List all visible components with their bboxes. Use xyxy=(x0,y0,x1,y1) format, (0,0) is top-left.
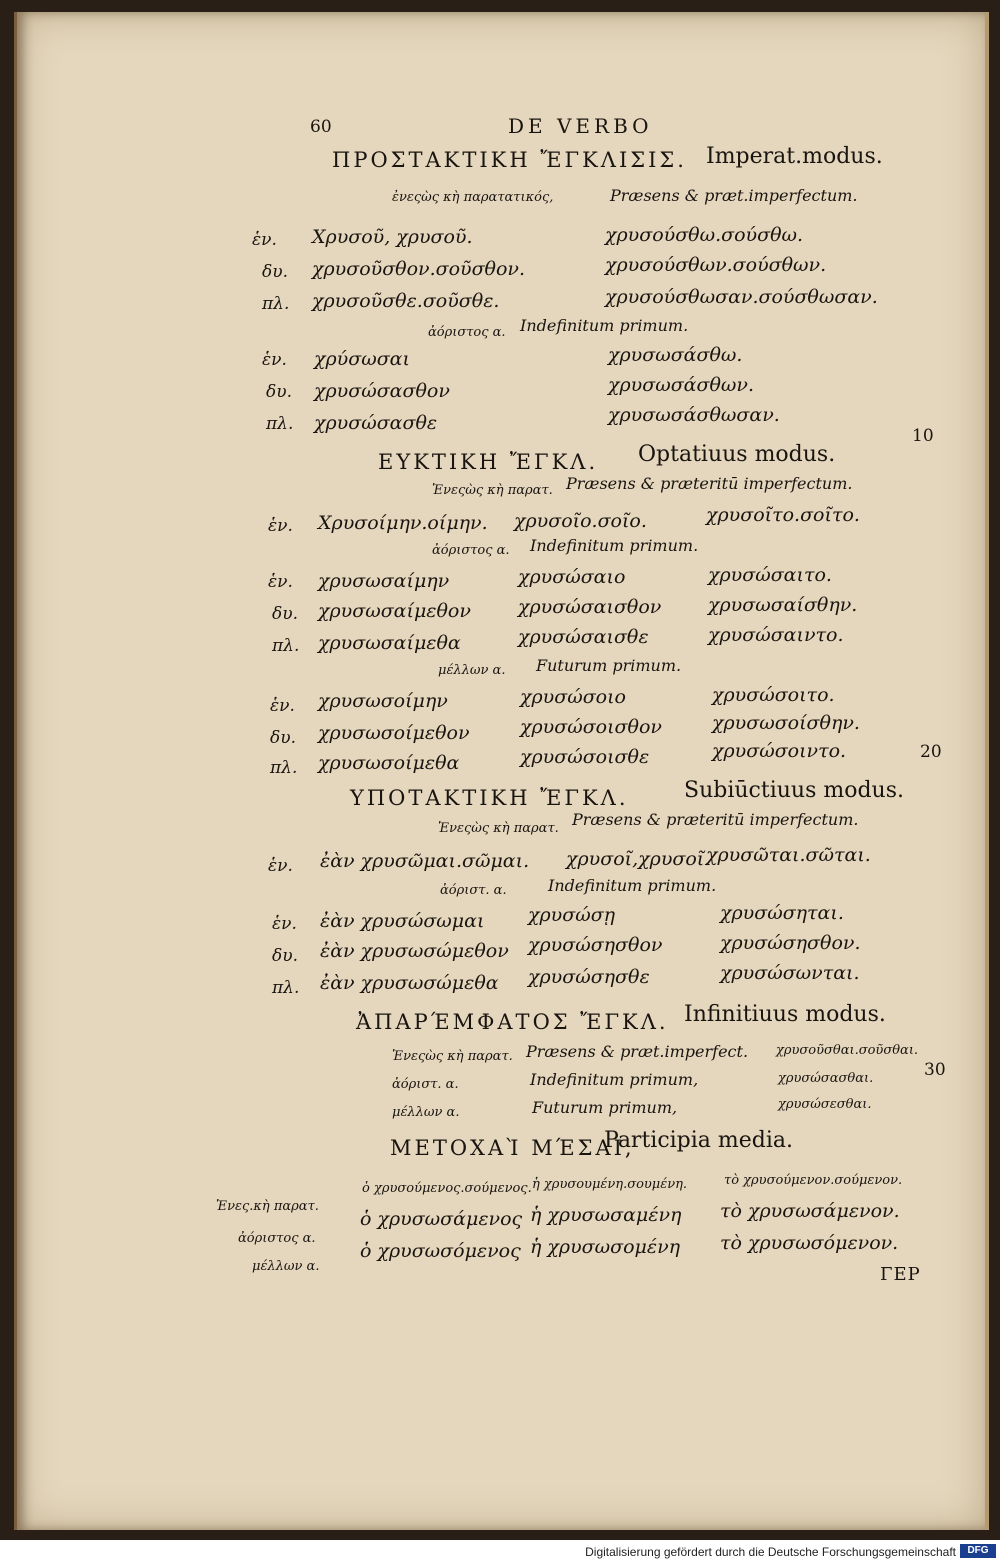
infinitive-title-latin: Infinitiuus modus. xyxy=(684,1002,886,1027)
opt3-r3-a: χρυσωσοίμεθα xyxy=(318,752,460,774)
subjunctive-title-latin: Subiūctiuus modus. xyxy=(684,778,904,803)
subjunctive-tense2-greek: ἀόριστ. α. xyxy=(440,883,507,898)
inf-r2-form: χρυσώσασθαι. xyxy=(778,1071,874,1086)
opt3-r2-num: δυ. xyxy=(270,728,296,748)
opt2-r2-a: χρυσωσαίμεθον xyxy=(318,600,471,622)
subjunctive-tense2-latin: Indefinitum primum. xyxy=(548,876,717,895)
imp2-r1-a: χρύσωσαι xyxy=(314,348,410,370)
imperative-tense2-latin: Indefinitum primum. xyxy=(520,316,689,335)
sub2-r2-b: χρυσώσησθον xyxy=(528,934,663,956)
part-r1-a: ὁ χρυσούμενος.σούμενος. xyxy=(362,1181,532,1196)
part-r2-c: τὸ χρυσωσάμενον. xyxy=(720,1200,900,1222)
inf-r2-latin: Indefinitum primum, xyxy=(530,1070,699,1089)
opt2-r2-c: χρυσωσαίσθην. xyxy=(708,594,858,616)
imperative-tense2-greek: ἀόριστος α. xyxy=(428,325,506,340)
part-r3-b: ἡ χρυσωσομένη xyxy=(530,1236,681,1258)
imp-r1-num: ἑν. xyxy=(252,230,277,250)
sub2-r3-a: ἐὰν χρυσωσώμεθα xyxy=(320,972,499,994)
imp-r1-b: χρυσούσθω.σούσθω. xyxy=(605,224,804,246)
sub-r1-a: ἐὰν χρυσῶμαι.σῶμαι. xyxy=(320,850,530,872)
book-page xyxy=(14,12,989,1530)
opt-r1-b: χρυσοῖο.σοῖο. xyxy=(514,510,647,532)
inf-r3-greek: μέλλων α. xyxy=(392,1105,460,1120)
imp2-r3-a: χρυσώσασθε xyxy=(314,412,438,434)
opt2-r2-b: χρυσώσαισθον xyxy=(518,596,662,618)
optative-tense1-greek: Ἐνεςὼς κὴ παρατ. xyxy=(432,483,553,498)
imp-r3-b: χρυσούσθωσαν.σούσθωσαν. xyxy=(605,286,878,308)
part-r1-c: τὸ χρυσούμενον.σούμενον. xyxy=(724,1173,903,1188)
inf-r3-latin: Futurum primum, xyxy=(532,1098,678,1117)
imp-r1-a: Χρυσοῦ, χρυσοῦ. xyxy=(312,226,473,248)
sub-r1-num: ἑν. xyxy=(268,856,293,876)
sub2-r2-a: ἐὰν χρυσωσώμεθον xyxy=(320,940,509,962)
margin-number-20: 20 xyxy=(920,742,942,762)
participles-title-latin: Participia media. xyxy=(604,1128,794,1153)
opt3-r1-num: ἑν. xyxy=(270,696,295,716)
imp-r2-a: χρυσοῦσθον.σοῦσθον. xyxy=(312,258,526,280)
inf-r3-form: χρυσώσεσθαι. xyxy=(778,1097,872,1112)
imp-r3-a: χρυσοῦσθε.σοῦσθε. xyxy=(312,290,500,312)
imp2-r2-b: χρυσωσάσθων. xyxy=(608,374,754,396)
opt2-r1-num: ἑν. xyxy=(268,572,293,592)
sub2-r2-num: δυ. xyxy=(272,946,298,966)
imperative-title-latin: Imperat.modus. xyxy=(706,144,883,169)
part-r2-a: ὁ χρυσωσάμενος xyxy=(360,1208,523,1230)
part-r2-label: ἀόριστος α. xyxy=(238,1231,316,1246)
sub2-r1-a: ἐὰν χρυσώσωμαι xyxy=(320,910,485,932)
opt3-r2-b: χρυσώσοισθον xyxy=(520,716,662,738)
subjunctive-tense1-latin: Præsens & præteritū imperfectum. xyxy=(572,810,859,829)
opt3-r1-c: χρυσώσοιτο. xyxy=(712,684,835,706)
opt3-r3-c: χρυσώσοιντο. xyxy=(712,740,847,762)
sub2-r3-c: χρυσώσωνται. xyxy=(720,962,860,984)
opt3-r3-num: πλ. xyxy=(270,758,298,778)
sub2-r3-b: χρυσώσησθε xyxy=(528,966,650,988)
opt3-r2-c: χρυσωσοίσθην. xyxy=(712,712,860,734)
participles-title-greek: ΜΕΤΟΧΑῚ ΜΈΣΑΙ, xyxy=(390,1136,635,1160)
opt2-r3-b: χρυσώσαισθε xyxy=(518,626,649,648)
opt3-r1-a: χρυσωσοίμην xyxy=(318,690,448,712)
sub2-r1-c: χρυσώσηται. xyxy=(720,902,844,924)
inf-r1-latin: Præsens & præt.imperfect. xyxy=(526,1042,749,1061)
margin-number-30: 30 xyxy=(924,1060,946,1080)
imp-r2-b: χρυσούσθων.σούσθων. xyxy=(605,254,827,276)
imp2-r3-b: χρυσωσάσθωσαν. xyxy=(608,404,780,426)
inf-r1-greek: Ἐνεςὼς κὴ παρατ. xyxy=(392,1049,513,1064)
page-number: 60 xyxy=(310,117,332,137)
sub2-r2-c: χρυσώσησθον. xyxy=(720,932,861,954)
sub-r1-c: χρυσῶται.σῶται. xyxy=(706,844,871,866)
optative-tense2-latin: Indefinitum primum. xyxy=(530,536,699,555)
inf-r2-greek: ἀόριστ. α. xyxy=(392,1077,459,1092)
imp2-r1-num: ἑν. xyxy=(262,350,287,370)
imp2-r1-b: χρυσωσάσθω. xyxy=(608,344,743,366)
footer-text: Digitalisierung gefördert durch die Deutsche Forschungsgemeinschaft xyxy=(585,1545,956,1559)
opt-r1-a: Χρυσοίμην.οίμην. xyxy=(318,512,488,534)
imp-r2-num: δυ. xyxy=(262,262,288,282)
opt2-r2-num: δυ. xyxy=(272,604,298,624)
optative-title-greek: ΕΥΚΤΙΚΗ ἜΓΚΛ. xyxy=(378,450,599,474)
optative-tense3-greek: μέλλων α. xyxy=(438,663,506,678)
imp2-r2-a: χρυσώσασθον xyxy=(314,380,450,402)
subjunctive-title-greek: ΥΠΟΤΑΚΤΙΚΗ ἜΓΚΛ. xyxy=(350,786,629,810)
sub2-r1-num: ἑν. xyxy=(272,914,297,934)
opt2-r3-num: πλ. xyxy=(272,636,300,656)
part-r3-label: μέλλων α. xyxy=(252,1259,320,1274)
opt2-r3-c: χρυσώσαιντο. xyxy=(708,624,844,646)
opt3-r1-b: χρυσώσοιο xyxy=(520,686,626,708)
optative-tense2-greek: ἀόριστος α. xyxy=(432,543,510,558)
opt-r1-c: χρυσοῖτο.σοῖτο. xyxy=(706,504,860,526)
opt2-r1-c: χρυσώσαιτο. xyxy=(708,564,832,586)
sub2-r3-num: πλ. xyxy=(272,978,300,998)
imp2-r2-num: δυ. xyxy=(266,382,292,402)
optative-tense3-latin: Futurum primum. xyxy=(536,656,682,675)
sub2-r1-b: χρυσώσῃ xyxy=(528,904,616,926)
imperative-tense1-greek: ἐνεςὼς κὴ παρατατικός, xyxy=(392,190,554,205)
sub-r1-b: χρυσοῖ,χρυσοῖ. xyxy=(566,848,711,870)
part-r3-a: ὁ χρυσωσόμενος xyxy=(360,1240,521,1262)
subjunctive-tense1-greek: Ἐνεςὼς κὴ παρατ. xyxy=(438,821,559,836)
imp-r3-num: πλ. xyxy=(262,294,290,314)
opt3-r2-a: χρυσωσοίμεθον xyxy=(318,722,470,744)
opt2-r1-a: χρυσωσαίμην xyxy=(318,570,450,592)
opt-r1-num: ἑν. xyxy=(268,516,293,536)
digitization-footer xyxy=(0,1540,1000,1562)
opt3-r3-b: χρυσώσοισθε xyxy=(520,746,650,768)
inf-r1-form: χρυσοῦσθαι.σοῦσθαι. xyxy=(776,1043,919,1058)
imperative-tense1-latin: Præsens & præt.imperfectum. xyxy=(610,186,858,205)
margin-number-10: 10 xyxy=(912,426,934,446)
dfg-logo: DFG xyxy=(960,1544,996,1558)
opt2-r1-b: χρυσώσαιο xyxy=(518,566,626,588)
optative-tense1-latin: Præsens & præteritū imperfectum. xyxy=(566,474,853,493)
imp2-r3-num: πλ. xyxy=(266,414,294,434)
part-r3-c: τὸ χρυσωσόμενον. xyxy=(720,1232,899,1254)
imperative-title-greek: ΠΡΟΣΤΑΚΤΙΚΗ ἜΓΚΛΙΣΙΣ. xyxy=(332,148,687,172)
catchword: ΓΕΡ xyxy=(880,1264,921,1285)
optative-title-latin: Optatiuus modus. xyxy=(638,442,836,467)
part-r1-label: Ἐνες.κὴ παρατ. xyxy=(216,1199,319,1214)
running-head: DE VERBO xyxy=(508,114,653,138)
part-r1-b: ἡ χρυσουμένη.σουμένη. xyxy=(532,1177,688,1192)
part-r2-b: ἡ χρυσωσαμένη xyxy=(530,1204,682,1226)
infinitive-title-greek: ἈΠΑΡΈΜΦΑΤΟΣ ἜΓΚΛ. xyxy=(356,1010,669,1034)
opt2-r3-a: χρυσωσαίμεθα xyxy=(318,632,461,654)
